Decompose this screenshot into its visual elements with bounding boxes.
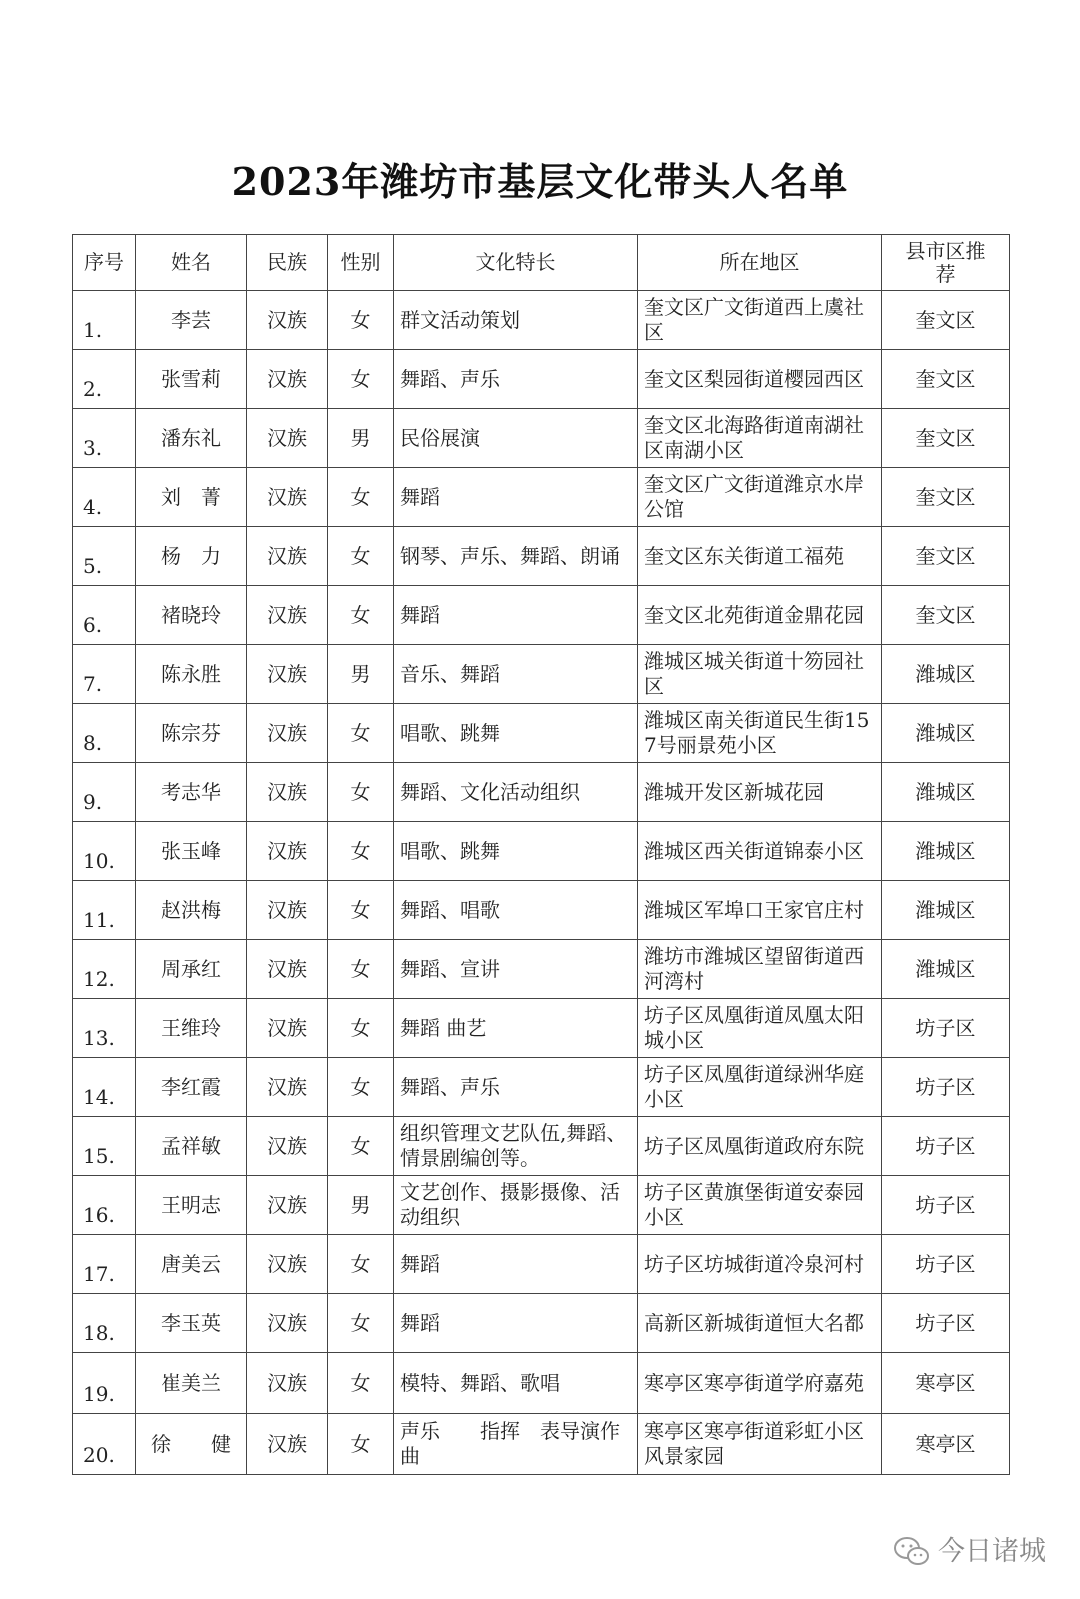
- row-recommended-by: 潍城区: [882, 704, 1010, 763]
- row-recommended-by: 潍城区: [882, 881, 1010, 940]
- row-recommended-by: 坊子区: [882, 1117, 1010, 1176]
- row-specialty: 钢琴、声乐、舞蹈、朗诵: [394, 527, 638, 586]
- row-specialty: 舞蹈: [394, 468, 638, 527]
- row-recommended-by: 潍城区: [882, 645, 1010, 704]
- table-header-row: [73, 235, 1010, 291]
- document-title: 2023年潍坊市基层文化带头人名单: [231, 159, 849, 204]
- row-location: 潍城区西关街道锦泰小区: [638, 822, 882, 881]
- table-row: [73, 1294, 1010, 1353]
- row-location: 寒亭区寒亭街道彩虹小区风景家园: [638, 1414, 882, 1475]
- table-row: [73, 350, 1010, 409]
- row-name: 徐 健: [136, 1414, 247, 1475]
- row-specialty: 模特、舞蹈、歌唱: [394, 1353, 638, 1414]
- watermark-text: 今日诸城: [938, 1536, 1046, 1567]
- row-specialty: 舞蹈: [394, 586, 638, 645]
- row-recommended-by: 潍城区: [882, 940, 1010, 999]
- row-recommended-by: 奎文区: [882, 409, 1010, 468]
- row-name: 赵洪梅: [136, 881, 247, 940]
- row-recommended-by: 坊子区: [882, 999, 1010, 1058]
- row-name: 陈宗芬: [136, 704, 247, 763]
- row-recommended-by: 寒亭区: [882, 1353, 1010, 1414]
- row-name: 李红霞: [136, 1058, 247, 1117]
- row-ethnicity: 汉族: [247, 527, 328, 586]
- row-specialty: 组织管理文艺队伍,舞蹈、情景剧编创等。: [394, 1117, 638, 1176]
- row-ethnicity: 汉族: [247, 940, 328, 999]
- row-index: 20.: [73, 1414, 136, 1475]
- row-name: 褚晓玲: [136, 586, 247, 645]
- row-index: 19.: [73, 1353, 136, 1414]
- row-specialty: 舞蹈、唱歌: [394, 881, 638, 940]
- table-row: [73, 1117, 1010, 1176]
- row-gender: 男: [328, 645, 394, 704]
- row-gender: 女: [328, 704, 394, 763]
- row-gender: 女: [328, 1294, 394, 1353]
- table-row: [73, 645, 1010, 704]
- row-location: 潍城开发区新城花园: [638, 763, 882, 822]
- header-recommended-by: 县市区推荐: [882, 235, 1010, 291]
- header-index: 序号: [73, 235, 136, 291]
- row-gender: 女: [328, 527, 394, 586]
- table-row: [73, 1353, 1010, 1414]
- row-location: 坊子区凤凰街道政府东院: [638, 1117, 882, 1176]
- row-index: 1.: [73, 291, 136, 350]
- table-row: [73, 1235, 1010, 1294]
- row-ethnicity: 汉族: [247, 586, 328, 645]
- table-row: [73, 881, 1010, 940]
- row-gender: 女: [328, 1117, 394, 1176]
- table-row: [73, 1058, 1010, 1117]
- row-name: 孟祥敏: [136, 1117, 247, 1176]
- row-name: 刘 菁: [136, 468, 247, 527]
- row-ethnicity: 汉族: [247, 1176, 328, 1235]
- row-recommended-by: 坊子区: [882, 1294, 1010, 1353]
- row-name: 杨 力: [136, 527, 247, 586]
- row-recommended-by: 潍城区: [882, 822, 1010, 881]
- row-name: 周承红: [136, 940, 247, 999]
- row-specialty: 舞蹈、声乐: [394, 350, 638, 409]
- row-ethnicity: 汉族: [247, 468, 328, 527]
- row-ethnicity: 汉族: [247, 704, 328, 763]
- row-index: 11.: [73, 881, 136, 940]
- row-location: 奎文区北海路街道南湖社区南湖小区: [638, 409, 882, 468]
- table-row: [73, 468, 1010, 527]
- row-gender: 男: [328, 409, 394, 468]
- row-specialty: 唱歌、跳舞: [394, 704, 638, 763]
- row-ethnicity: 汉族: [247, 1294, 328, 1353]
- header-specialty: 文化特长: [394, 235, 638, 291]
- wechat-icon: [892, 1535, 932, 1569]
- row-specialty: 舞蹈、声乐: [394, 1058, 638, 1117]
- row-location: 潍城区城关街道十笏园社区: [638, 645, 882, 704]
- row-name: 李玉英: [136, 1294, 247, 1353]
- row-gender: 女: [328, 468, 394, 527]
- row-recommended-by: 坊子区: [882, 1176, 1010, 1235]
- row-recommended-by: 坊子区: [882, 1058, 1010, 1117]
- header-name: 姓名: [136, 235, 247, 291]
- row-specialty: 群文活动策划: [394, 291, 638, 350]
- row-location: 坊子区坊城街道冷泉河村: [638, 1235, 882, 1294]
- row-gender: 女: [328, 1353, 394, 1414]
- row-index: 4.: [73, 468, 136, 527]
- row-location: 奎文区广文街道西上虞社区: [638, 291, 882, 350]
- row-ethnicity: 汉族: [247, 1235, 328, 1294]
- row-location: 潍城区军埠口王家官庄村: [638, 881, 882, 940]
- row-index: 7.: [73, 645, 136, 704]
- row-location: 坊子区凤凰街道绿洲华庭小区: [638, 1058, 882, 1117]
- row-name: 王维玲: [136, 999, 247, 1058]
- name-list-table: [72, 234, 1010, 1475]
- row-specialty: 音乐、舞蹈: [394, 645, 638, 704]
- row-name: 崔美兰: [136, 1353, 247, 1414]
- row-recommended-by: 坊子区: [882, 1235, 1010, 1294]
- row-recommended-by: 奎文区: [882, 350, 1010, 409]
- table-row: [73, 291, 1010, 350]
- table-row: [73, 1414, 1010, 1475]
- row-specialty: 民俗展演: [394, 409, 638, 468]
- row-location: 寒亭区寒亭街道学府嘉苑: [638, 1353, 882, 1414]
- row-gender: 女: [328, 350, 394, 409]
- row-index: 17.: [73, 1235, 136, 1294]
- row-index: 6.: [73, 586, 136, 645]
- row-specialty: 唱歌、跳舞: [394, 822, 638, 881]
- row-ethnicity: 汉族: [247, 881, 328, 940]
- row-recommended-by: 奎文区: [882, 527, 1010, 586]
- row-gender: 女: [328, 1058, 394, 1117]
- row-ethnicity: 汉族: [247, 999, 328, 1058]
- row-name: 考志华: [136, 763, 247, 822]
- row-name: 陈永胜: [136, 645, 247, 704]
- row-recommended-by: 奎文区: [882, 586, 1010, 645]
- table-row: [73, 763, 1010, 822]
- row-location: 高新区新城街道恒大名都: [638, 1294, 882, 1353]
- table-row: [73, 409, 1010, 468]
- row-index: 9.: [73, 763, 136, 822]
- row-name: 王明志: [136, 1176, 247, 1235]
- row-gender: 女: [328, 763, 394, 822]
- row-recommended-by: 奎文区: [882, 468, 1010, 527]
- table-row: [73, 822, 1010, 881]
- row-location: 奎文区北苑街道金鼎花园: [638, 586, 882, 645]
- row-ethnicity: 汉族: [247, 409, 328, 468]
- row-index: 16.: [73, 1176, 136, 1235]
- header-gender: 性别: [328, 235, 394, 291]
- row-location: 潍坊市潍城区望留街道西河湾村: [638, 940, 882, 999]
- row-index: 10.: [73, 822, 136, 881]
- row-location: 坊子区黄旗堡街道安泰园小区: [638, 1176, 882, 1235]
- table-row: [73, 527, 1010, 586]
- row-gender: 女: [328, 1235, 394, 1294]
- row-specialty: 声乐 指挥 表导演作曲: [394, 1414, 638, 1475]
- row-ethnicity: 汉族: [247, 291, 328, 350]
- row-specialty: 舞蹈、宣讲: [394, 940, 638, 999]
- row-index: 12.: [73, 940, 136, 999]
- row-index: 5.: [73, 527, 136, 586]
- row-name: 潘东礼: [136, 409, 247, 468]
- row-ethnicity: 汉族: [247, 645, 328, 704]
- row-ethnicity: 汉族: [247, 822, 328, 881]
- row-gender: 女: [328, 291, 394, 350]
- row-recommended-by: 奎文区: [882, 291, 1010, 350]
- row-location: 奎文区广文街道潍京水岸公馆: [638, 468, 882, 527]
- row-ethnicity: 汉族: [247, 763, 328, 822]
- row-recommended-by: 潍城区: [882, 763, 1010, 822]
- row-ethnicity: 汉族: [247, 1414, 328, 1475]
- row-location: 坊子区凤凰街道凤凰太阳城小区: [638, 999, 882, 1058]
- header-ethnicity: 民族: [247, 235, 328, 291]
- row-gender: 女: [328, 586, 394, 645]
- row-gender: 男: [328, 1176, 394, 1235]
- row-gender: 女: [328, 940, 394, 999]
- row-ethnicity: 汉族: [247, 350, 328, 409]
- row-gender: 女: [328, 1414, 394, 1475]
- row-specialty: 舞蹈: [394, 1294, 638, 1353]
- row-specialty: 舞蹈: [394, 1235, 638, 1294]
- row-gender: 女: [328, 881, 394, 940]
- row-index: 13.: [73, 999, 136, 1058]
- row-location: 奎文区东关街道工福苑: [638, 527, 882, 586]
- row-specialty: 舞蹈 曲艺: [394, 999, 638, 1058]
- table-row: [73, 586, 1010, 645]
- row-recommended-by: 寒亭区: [882, 1414, 1010, 1475]
- row-index: 15.: [73, 1117, 136, 1176]
- row-ethnicity: 汉族: [247, 1058, 328, 1117]
- table-row: [73, 940, 1010, 999]
- row-location: 潍城区南关街道民生街157号丽景苑小区: [638, 704, 882, 763]
- row-name: 李芸: [136, 291, 247, 350]
- row-name: 唐美云: [136, 1235, 247, 1294]
- row-index: 2.: [73, 350, 136, 409]
- header-location: 所在地区: [638, 235, 882, 291]
- row-index: 8.: [73, 704, 136, 763]
- row-specialty: 文艺创作、摄影摄像、活动组织: [394, 1176, 638, 1235]
- table-row: [73, 704, 1010, 763]
- row-specialty: 舞蹈、文化活动组织: [394, 763, 638, 822]
- row-gender: 女: [328, 822, 394, 881]
- table-row: [73, 1176, 1010, 1235]
- row-index: 14.: [73, 1058, 136, 1117]
- watermark: [892, 1535, 1046, 1569]
- row-ethnicity: 汉族: [247, 1117, 328, 1176]
- row-ethnicity: 汉族: [247, 1353, 328, 1414]
- row-index: 18.: [73, 1294, 136, 1353]
- row-location: 奎文区梨园街道樱园西区: [638, 350, 882, 409]
- row-name: 张雪莉: [136, 350, 247, 409]
- row-gender: 女: [328, 999, 394, 1058]
- table-row: [73, 999, 1010, 1058]
- row-index: 3.: [73, 409, 136, 468]
- row-name: 张玉峰: [136, 822, 247, 881]
